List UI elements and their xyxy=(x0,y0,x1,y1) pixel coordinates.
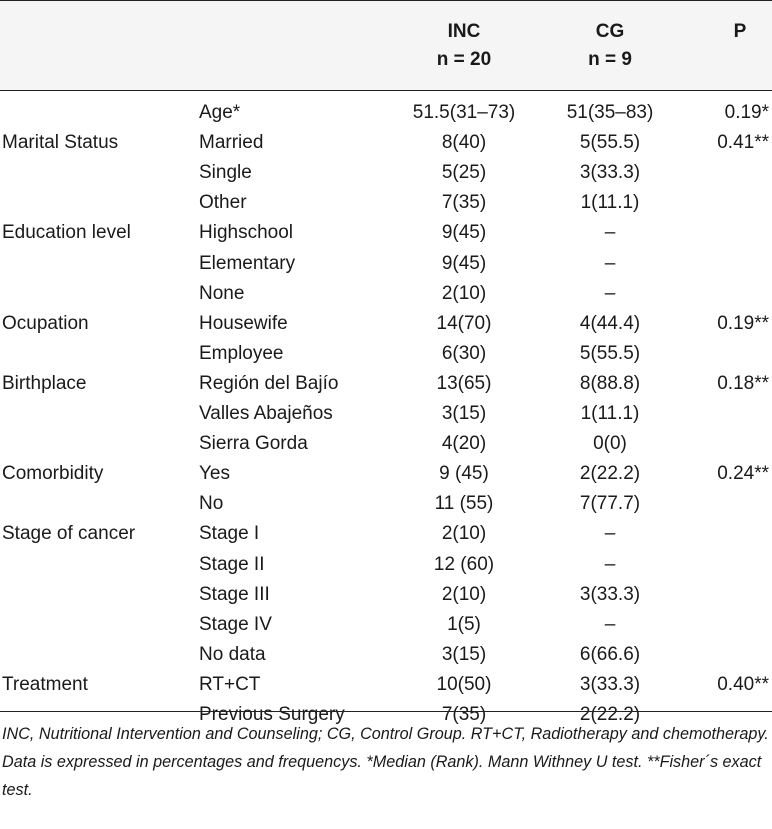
table-row xyxy=(0,339,772,369)
table-row xyxy=(0,279,772,309)
table-row xyxy=(0,610,772,640)
row-category: Treatment xyxy=(2,673,88,695)
table-bottom-rule xyxy=(0,711,772,712)
row-subcategory: Age* xyxy=(199,102,241,123)
row-inc-value: 7(35) xyxy=(441,704,487,725)
header-p xyxy=(720,18,760,46)
row-inc-value: 12 (60) xyxy=(433,553,495,575)
table-footnote: INC, Nutritional Intervention and Counseling; CG, Control Group. RT+CT, Radiotherapy and chemotherapy. Data is expressed in percentages and frequencys. *Median (Rank). Mann Withney U test. **Fisher´s exact test. xyxy=(2,725,769,799)
row-category: Stage of cancer xyxy=(2,523,136,545)
row-category: Comorbidity xyxy=(2,463,104,485)
table-row xyxy=(0,369,772,399)
row-cg-value: – xyxy=(604,613,616,635)
row-category: Marital Status xyxy=(2,132,119,154)
table-row xyxy=(0,188,772,218)
row-cg-value: – xyxy=(604,523,616,545)
table-top-rule xyxy=(0,0,772,1)
table-row xyxy=(0,218,772,248)
row-cg-value: 8(88.8) xyxy=(579,372,641,394)
table-row xyxy=(0,580,772,610)
header-inc-label: INC xyxy=(447,21,481,42)
row-category: Birthplace xyxy=(2,372,87,394)
row-cg-value: 5(55.5) xyxy=(579,132,641,154)
row-subcategory: Elementary xyxy=(199,252,296,274)
row-cg-value: 7(77.7) xyxy=(579,493,641,515)
table-row xyxy=(0,519,772,549)
table-row xyxy=(0,128,772,158)
row-p-value: 0.24** xyxy=(717,463,769,485)
row-subcategory: None xyxy=(199,282,245,304)
header-rule xyxy=(0,90,772,91)
row-cg-value: 3(33.3) xyxy=(579,162,641,184)
row-inc-value: 9(45) xyxy=(441,222,487,244)
row-cg-value: 2(22.2) xyxy=(579,463,641,485)
row-subcategory: Stage III xyxy=(199,583,270,605)
row-inc-value: 3(15) xyxy=(441,643,487,665)
row-inc-value: 3(15) xyxy=(441,403,487,424)
table-row xyxy=(0,640,772,670)
row-cg-value: 51(35–83) xyxy=(566,102,654,123)
row-inc-value: 10(50) xyxy=(436,673,492,695)
table-row xyxy=(0,399,772,429)
row-subcategory: Single xyxy=(199,162,252,184)
row-inc-value: 5(25) xyxy=(441,162,487,184)
row-cg-value: 1(11.1) xyxy=(580,192,640,214)
row-subcategory: Highschool xyxy=(199,222,293,244)
row-cg-value: – xyxy=(604,553,616,575)
row-subcategory: Employee xyxy=(199,342,284,364)
row-inc-value: 2(10) xyxy=(441,523,487,545)
row-subcategory: Previous Surgery xyxy=(199,704,345,725)
row-subcategory: RT+CT xyxy=(199,673,261,695)
row-subcategory: Yes xyxy=(199,463,230,485)
row-inc-value: 51.5(31–73) xyxy=(412,102,516,123)
header-inc-n: n = 20 xyxy=(436,49,492,70)
row-inc-value: 14(70) xyxy=(436,312,492,334)
table-row xyxy=(0,309,772,339)
row-inc-value: 6(30) xyxy=(441,342,487,364)
row-subcategory: Valles Abajeños xyxy=(199,403,333,424)
row-inc-value: 8(40) xyxy=(441,132,487,154)
row-inc-value: 13(65) xyxy=(436,372,492,394)
row-category: Education level xyxy=(2,222,131,244)
row-cg-value: – xyxy=(604,282,616,304)
row-subcategory: Stage I xyxy=(199,523,260,545)
row-p-value: 0.18** xyxy=(717,372,769,394)
header-inc xyxy=(384,18,544,74)
row-subcategory: Stage IV xyxy=(199,613,272,635)
row-cg-value: 1(11.1) xyxy=(580,403,640,424)
row-p-value: 0.19* xyxy=(724,102,769,123)
row-subcategory: Stage II xyxy=(199,553,265,575)
row-cg-value: 3(33.3) xyxy=(579,673,641,695)
row-cg-value: 4(44.4) xyxy=(579,312,641,334)
row-inc-value: 2(10) xyxy=(441,583,487,605)
header-p-label: P xyxy=(733,21,747,42)
row-inc-value: 7(35) xyxy=(441,192,487,214)
table-row xyxy=(0,98,772,128)
table-row xyxy=(0,459,772,489)
row-subcategory: Sierra Gorda xyxy=(199,433,308,455)
row-inc-value: 9 (45) xyxy=(439,463,489,485)
table-row xyxy=(0,489,772,519)
row-category: Ocupation xyxy=(2,312,89,334)
header-cg xyxy=(535,18,685,74)
row-subcategory: Married xyxy=(199,132,264,154)
table-row xyxy=(0,670,772,700)
row-cg-value: 5(55.5) xyxy=(579,342,641,364)
row-p-value: 0.40** xyxy=(717,673,769,695)
row-subcategory: No data xyxy=(199,643,266,665)
header-cg-label: CG xyxy=(595,21,625,42)
table-row xyxy=(0,429,772,459)
row-subcategory: Other xyxy=(199,192,247,214)
row-inc-value: 2(10) xyxy=(441,282,487,304)
row-subcategory: Housewife xyxy=(199,312,288,334)
row-subcategory: No xyxy=(199,493,224,515)
header-cg-n: n = 9 xyxy=(588,49,632,70)
row-cg-value: 6(66.6) xyxy=(579,643,641,665)
row-p-value: 0.41** xyxy=(717,132,769,154)
row-cg-value: – xyxy=(604,222,616,244)
table-row xyxy=(0,249,772,279)
row-cg-value: 0(0) xyxy=(593,433,627,455)
row-inc-value: 1(5) xyxy=(447,613,481,635)
table-row xyxy=(0,550,772,580)
row-cg-value: 2(22.2) xyxy=(579,704,641,725)
row-inc-value: 9(45) xyxy=(441,252,487,274)
row-cg-value: 3(33.3) xyxy=(579,583,641,605)
row-inc-value: 4(20) xyxy=(441,433,487,455)
row-subcategory: Región del Bajío xyxy=(199,372,339,394)
row-inc-value: 11 (55) xyxy=(434,493,494,515)
table-row xyxy=(0,158,772,188)
row-p-value: 0.19** xyxy=(717,312,769,334)
row-cg-value: – xyxy=(604,252,616,274)
